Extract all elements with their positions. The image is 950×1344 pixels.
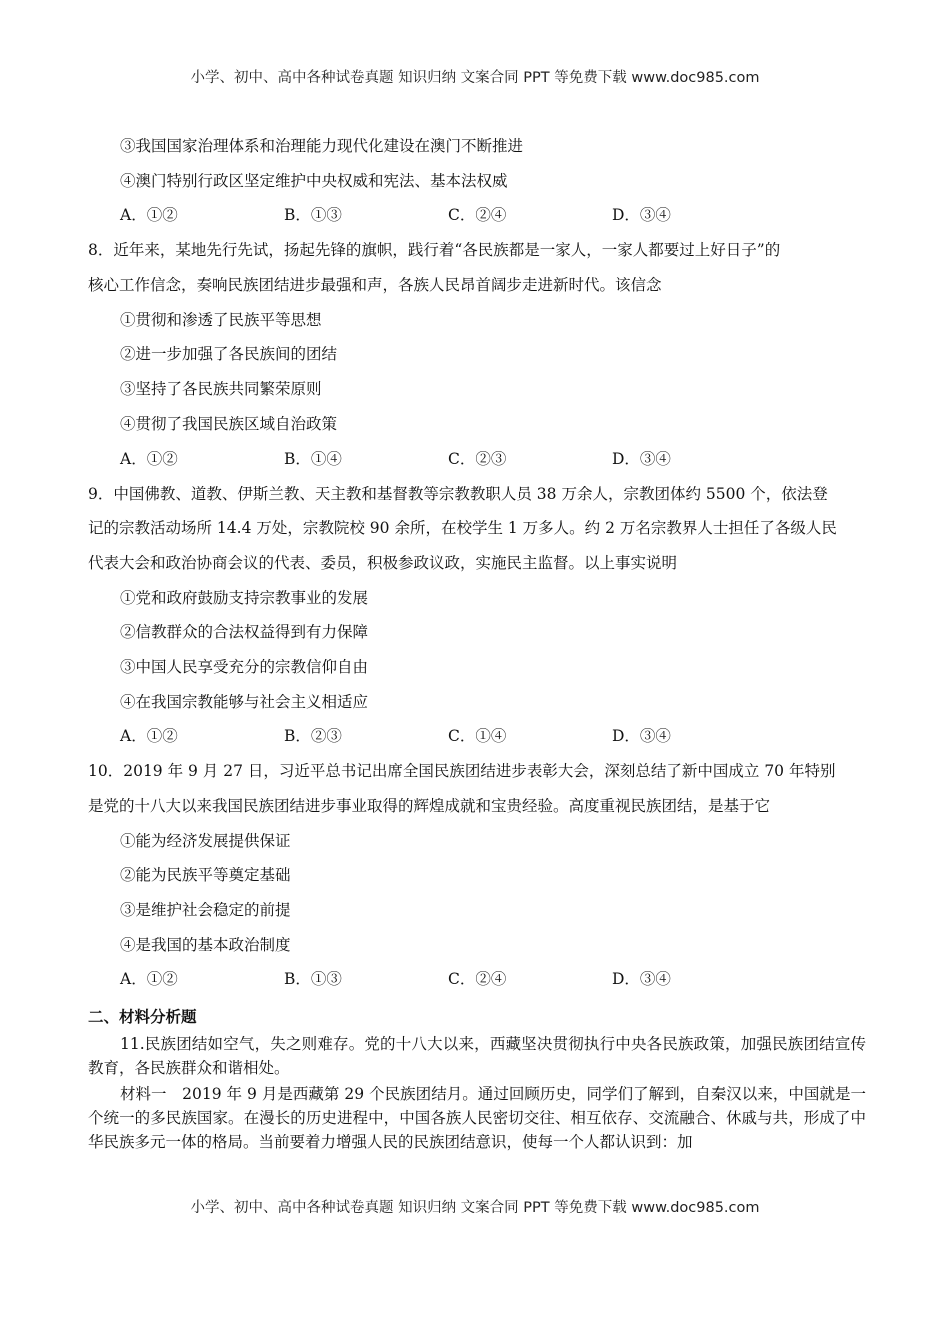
q8-stem-line-2: 核心工作信念，奏响民族团结进步最强和声，各族人民昂首阔步走进新时代。该信念 — [88, 276, 662, 295]
q7-choices — [120, 203, 866, 238]
q9-choice-c: C．①④ — [448, 727, 507, 746]
q7-choice-a: A．①② — [120, 206, 178, 225]
q8-option-4: ④贯彻了我国民族区域自治政策 — [120, 414, 338, 433]
q11-material-1-paragraph: 材料一 2019 年 9 月是西藏第 29 个民族团结月。通过回顾历史，同学们了解到，自秦汉以来，中国就是一个统一的多民族国家。在漫长的历史进程中，中国各族人民密切交往、相互依存、交流融合、休戚与共，形成了中华民族多元一体的格局。当前要着力增强人民的民族团结意识，使每一个人都认识到：加 — [88, 1085, 866, 1152]
q8-choice-b: B．①④ — [284, 449, 342, 468]
q7-choice-b: B．①③ — [284, 206, 342, 225]
q8-choice-d: D．③④ — [612, 449, 671, 468]
q7-option-4: ④澳门特别行政区坚定维护中央权威和宪法、基本法权威 — [120, 171, 508, 190]
q10-choice-d: D．③④ — [612, 970, 671, 989]
q8-choices — [120, 447, 866, 482]
q8-choice-c: C．②③ — [448, 449, 507, 468]
q9-option-1: ①党和政府鼓励支持宗教事业的发展 — [120, 588, 369, 607]
q10-stem-line-1: 10．2019 年 9 月 27 日，习近平总书记出席全国民族团结进步表彰大会，深刻总结了新中国成立 70 年特别 — [88, 762, 836, 781]
q9-option-2: ②信教群众的合法权益得到有力保障 — [120, 623, 369, 642]
section-2-title: 二、材料分析题 — [88, 1008, 197, 1027]
page-content — [88, 134, 866, 1156]
q7-choice-c: C．②④ — [448, 206, 507, 225]
q8-stem-line-1: 8．近年来，某地先行先试，扬起先锋的旗帜，践行着“各民族都是一家人，一家人都要过上好日子”的 — [88, 241, 781, 260]
q10-choice-a: A．①② — [120, 970, 178, 989]
q8-choice-a: A．①② — [120, 449, 178, 468]
q9-choices — [120, 724, 866, 759]
q10-option-1: ①能为经济发展提供保证 — [120, 831, 291, 850]
q7-option-3: ③我国国家治理体系和治理能力现代化建设在澳门不断推进 — [120, 137, 524, 155]
page-footer: 小学、初中、高中各种试卷真题 知识归纳 文案合同 PPT 等免费下载 www.doc985.com — [190, 1200, 760, 1216]
q9-stem-line-3: 代表大会和政治协商会议的代表、委员，积极参政议政，实施民主监督。以上事实说明 — [88, 553, 678, 572]
q10-option-4: ④是我国的基本政治制度 — [120, 935, 291, 954]
q9-choice-b: B．②③ — [284, 727, 342, 746]
q9-option-4: ④在我国宗教能够与社会主义相适应 — [120, 692, 369, 711]
page-header: 小学、初中、高中各种试卷真题 知识归纳 文案合同 PPT 等免费下载 www.doc985.com — [190, 70, 760, 86]
q10-choice-c: C．②④ — [448, 970, 507, 989]
q8-option-3: ③坚持了各民族共同繁荣原则 — [120, 380, 322, 399]
q9-stem-line-1: 9．中国佛教、道教、伊斯兰教、天主教和基督教等宗教教职人员 38 万余人，宗教团体约 5500 个，依法登 — [88, 484, 828, 503]
q8-option-2: ②进一步加强了各民族间的团结 — [120, 345, 338, 364]
q10-option-2: ②能为民族平等奠定基础 — [120, 866, 291, 885]
q8-option-1: ①贯彻和渗透了民族平等思想 — [120, 310, 322, 329]
q7-choice-d: D．③④ — [612, 206, 671, 225]
q9-choice-d: D．③④ — [612, 727, 671, 746]
q10-option-3: ③是维护社会稳定的前提 — [120, 901, 291, 920]
q9-option-3: ③中国人民享受充分的宗教信仰自由 — [120, 657, 369, 676]
q9-choice-a: A．①② — [120, 727, 178, 746]
q10-choice-b: B．①③ — [284, 970, 342, 989]
q9-stem-line-2: 记的宗教活动场所 14.4 万处，宗教院校 90 余所，在校学生 1 万多人。约 2 万名宗教界人士担任了各级人民 — [88, 519, 837, 538]
q10-stem-line-2: 是党的十八大以来我国民族团结进步事业取得的辉煌成就和宝贵经验。高度重视民族团结，是基于它 — [88, 797, 771, 815]
q11-intro-paragraph: 11.民族团结如空气，失之则难存。党的十八大以来，西藏坚决贯彻执行中央各民族政策，加强民族团结宣传教育，各民族群众和谐相处。 — [88, 1035, 866, 1078]
q10-choices — [120, 967, 866, 1002]
